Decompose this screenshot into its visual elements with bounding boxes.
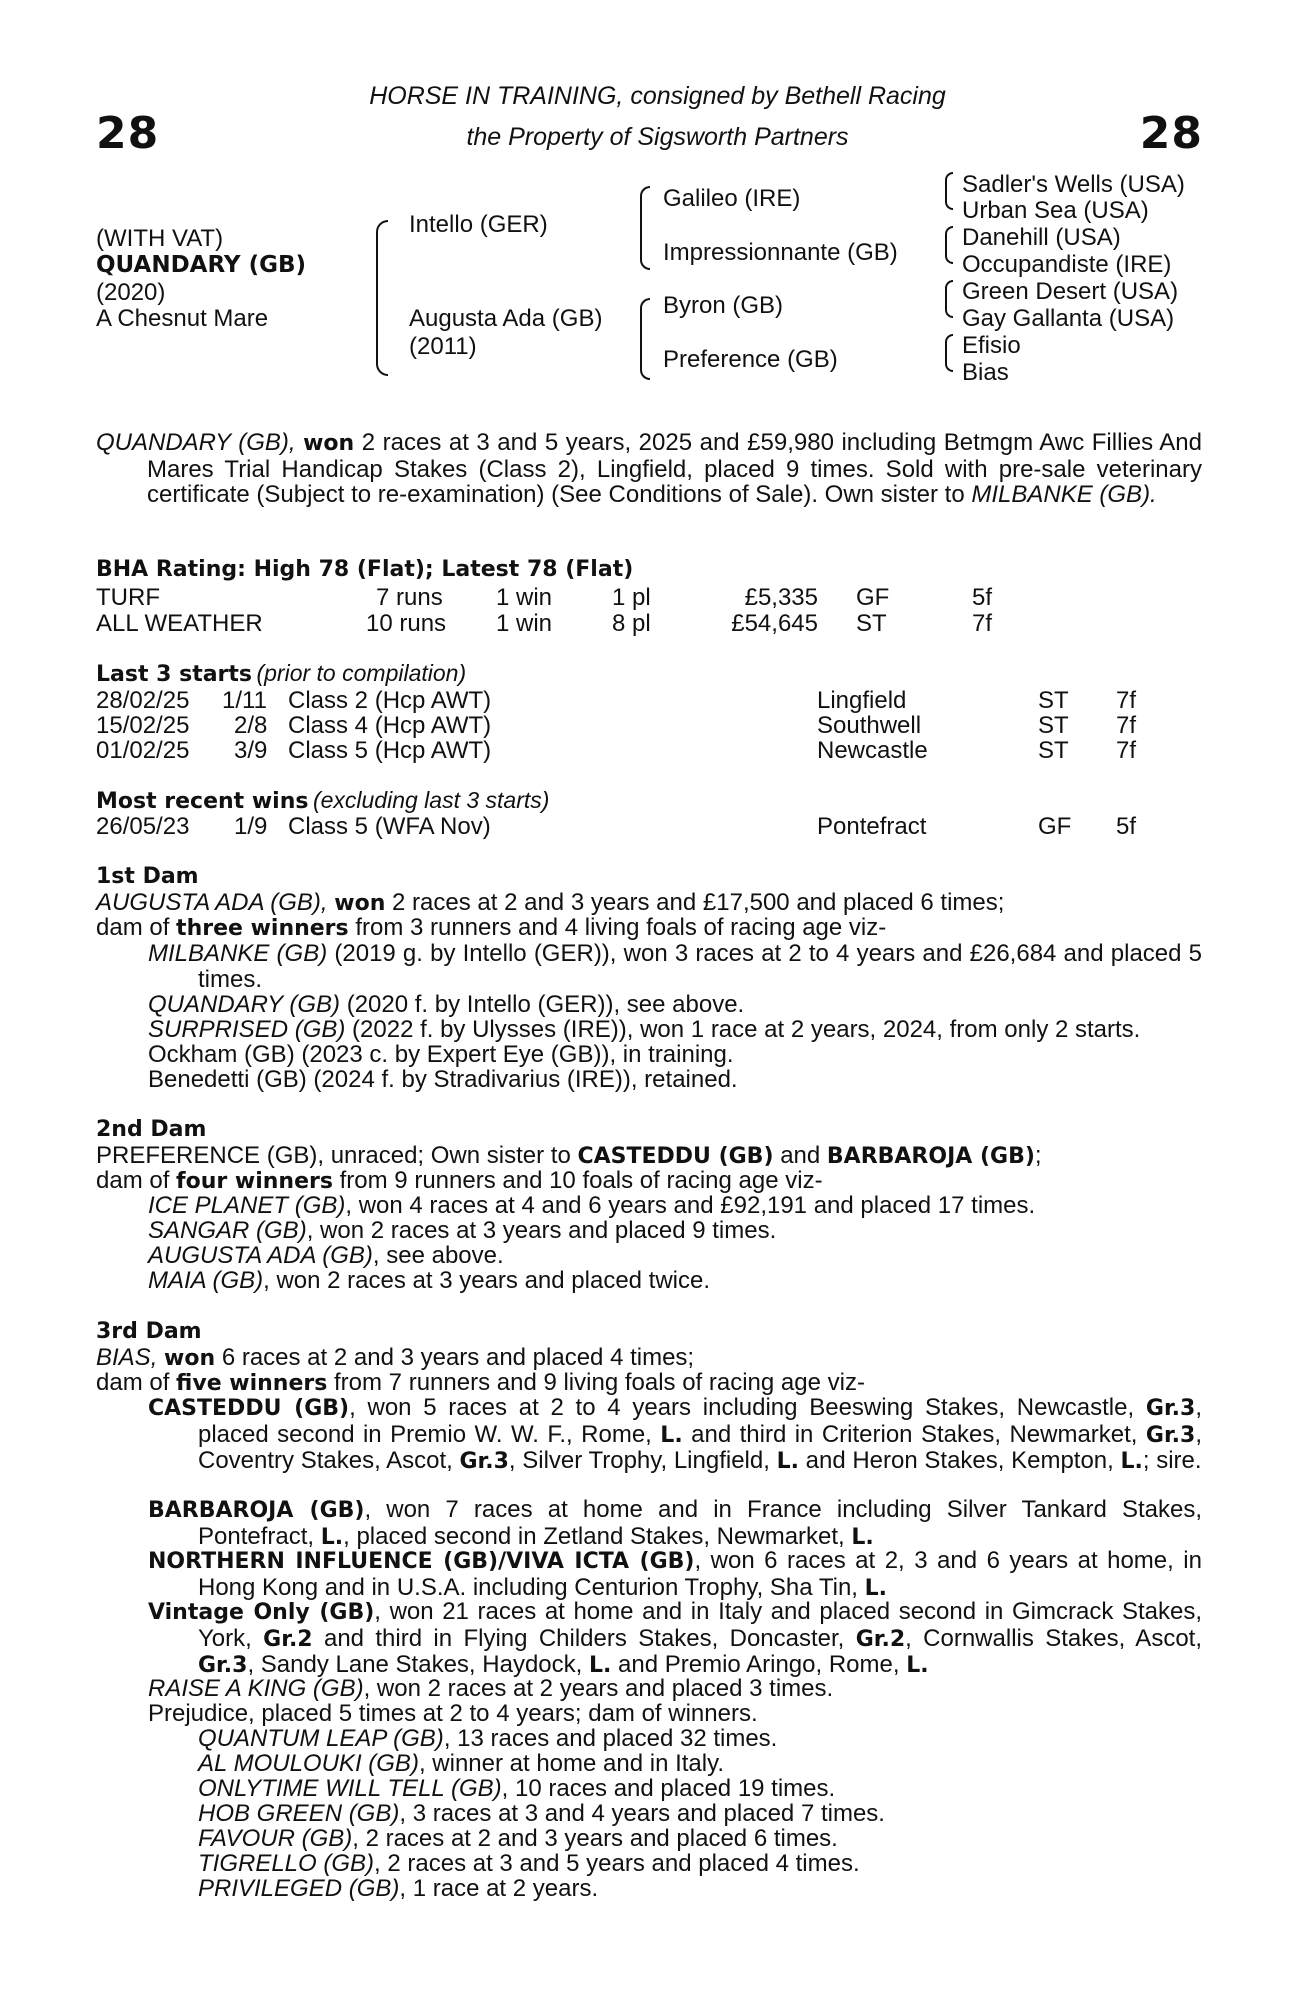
barbaroja-grade1: L. <box>320 1524 344 1550</box>
rating-aw-prize: £54,645 <box>731 610 818 637</box>
recent-wins-note: (excluding last 3 starts) <box>312 787 550 813</box>
sangar-record: , won 2 races at 3 years and placed 9 times. <box>306 1217 777 1244</box>
dam2-progeny-ice-planet <box>148 1193 1035 1219</box>
casteddu-text3: and third in Criterion Stakes, <box>691 1420 1001 1448</box>
dam3-progeny-casteddu <box>148 1395 1202 1475</box>
dam3-won: won <box>164 1346 216 1371</box>
quantum-leap-record: , 13 races and placed 32 times. <box>443 1725 778 1752</box>
pedigree-sire-sire: Galileo (IRE) <box>663 185 801 212</box>
surprised-name: SURPRISED (GB) <box>148 1016 346 1043</box>
dam3-progeny-prejudice: Prejudice, placed 5 times at 2 to 4 years; dam of winners. <box>148 1700 758 1727</box>
dam2-barbaroja: BARBAROJA (GB) <box>826 1144 1035 1169</box>
dam3-progeny-northern-influence <box>148 1548 1202 1601</box>
rating-aw-surface: ALL WEATHER <box>96 610 263 637</box>
dam2-title: 2nd Dam <box>96 1117 207 1142</box>
summary-text: 2 races at 3 and 5 years, 2025 and £59,980 including Betmgm Awc Fillies And Mares Trial Handicap Stakes (Class 2), Lingfield, placed 9 times. Sold with pre-sale veterinary certificate (Subject to re-examination) (See Conditions of Sale). Own sister to <box>147 429 1202 508</box>
pedigree-brace-sire <box>640 186 650 270</box>
raise-a-king-record: , won 2 races at 2 years and placed 3 times. <box>363 1675 834 1702</box>
header-consignor: HORSE IN TRAINING, consigned by Bethell Racing <box>369 82 946 110</box>
recent-win-going: GF <box>1038 813 1072 840</box>
vintage-only-grade2: Gr.2 <box>855 1626 906 1652</box>
recent-win-pos: 1/9 <box>234 813 268 840</box>
dam2-casteddu: CASTEDDU (GB) <box>577 1144 774 1169</box>
dam1-progeny-surprised <box>148 1017 1140 1043</box>
dam2-damof: dam of <box>96 1167 170 1194</box>
last3-row3-date: 01/02/25 <box>96 737 190 764</box>
raise-a-king-name: RAISE A KING (GB) <box>148 1675 364 1702</box>
dam3-line1 <box>96 1345 694 1372</box>
dam2-runners: from 9 runners and 10 foals of racing age viz- <box>339 1167 823 1194</box>
dam1-name: AUGUSTA ADA (GB), <box>96 889 328 916</box>
milbanke-placed: placed 5 times. <box>198 940 1202 993</box>
pedigree-g8: Bias <box>962 359 1009 386</box>
dam3-progeny-barbaroja <box>148 1497 1202 1550</box>
sangar-name: SANGAR (GB) <box>148 1217 307 1244</box>
summary-sister: MILBANKE (GB). <box>971 481 1157 508</box>
summary-won: won <box>303 431 355 456</box>
casteddu-name: CASTEDDU (GB) <box>148 1396 350 1421</box>
dam3-title: 3rd Dam <box>96 1319 202 1344</box>
last3-row2-dist: 7f <box>1116 712 1137 739</box>
casteddu-text7: and Heron <box>805 1447 918 1474</box>
tigrello-record: , 2 races at 3 and 5 years and placed 4 times. <box>374 1850 860 1877</box>
vintage-only-name: Vintage Only (GB) <box>148 1600 375 1625</box>
casteddu-grade5: L. <box>776 1449 799 1474</box>
prejudice-foal-privileged <box>198 1876 598 1902</box>
pedigree-g1: Sadler's Wells (USA) <box>962 171 1185 198</box>
last3-row3-course: Newcastle <box>817 737 928 764</box>
pedigree-g4: Occupandiste (IRE) <box>962 251 1172 278</box>
casteddu-text2: , placed second in Premio W. W. F., Rome, <box>198 1394 1202 1448</box>
pedigree-brace-main <box>376 220 388 376</box>
northern-influence-text2: home, in Hong Kong and in U.S.A. including Centurion Trophy, Sha Tin, <box>198 1547 1202 1601</box>
last3-row3-dist: 7f <box>1116 737 1137 764</box>
dam1-won: won <box>334 891 386 916</box>
al-moulouki-name: AL MOULOUKI (GB) <box>198 1750 419 1777</box>
vintage-only-grade1: Gr.2 <box>263 1626 313 1652</box>
casteddu-text4: Newmarket, <box>1009 1420 1138 1448</box>
privileged-record: , 1 race at 2 years. <box>399 1875 599 1902</box>
lot-number-right: 28 <box>1139 108 1203 159</box>
vintage-only-text5: Stakes, Ascot, <box>1045 1624 1202 1652</box>
quandary-record: (2020 f. by Intello (GER)), see above. <box>346 991 745 1018</box>
casteddu-text5: , Coventry Stakes, Ascot, <box>198 1420 1203 1474</box>
maia-record: , won 2 races at 3 years and placed twice. <box>263 1267 711 1294</box>
recent-win-date: 26/05/23 <box>96 813 190 840</box>
recent-win-course: Pontefract <box>817 813 927 840</box>
vat-note: (WITH VAT) <box>96 225 224 252</box>
last3-row3-race: Class 5 (Hcp AWT) <box>288 737 492 764</box>
milbanke-name: MILBANKE (GB) <box>148 940 328 967</box>
northern-influence-grade: L. <box>864 1575 888 1601</box>
pedigree-dam: Augusta Ada (GB) <box>409 305 603 332</box>
pedigree-brace-g1 <box>945 172 953 210</box>
horse-name: QUANDARY (GB) <box>96 252 307 278</box>
prejudice-foal-favour <box>198 1826 838 1852</box>
northern-influence-name: NORTHERN INFLUENCE (GB)/VIVA ICTA (GB) <box>148 1549 695 1574</box>
horse-year: (2020) <box>96 279 166 306</box>
augusta-ada-record: , see above. <box>372 1242 504 1269</box>
prejudice-foal-hob-green <box>198 1801 885 1827</box>
dam1-line2 <box>96 915 886 942</box>
rating-aw-placed: 8 pl <box>612 610 651 637</box>
dam2-and: and <box>780 1142 821 1169</box>
tigrello-name: TIGRELLO (GB) <box>198 1850 375 1877</box>
last3-row1-course: Lingfield <box>817 687 907 714</box>
dam2-semicolon: ; <box>1034 1142 1042 1169</box>
pedigree-brace-dam <box>640 298 650 380</box>
quandary-name: QUANDARY (GB) <box>148 991 341 1018</box>
favour-record: , 2 races at 2 and 3 years and placed 6 times. <box>352 1825 838 1852</box>
dam3-line2 <box>96 1370 865 1397</box>
casteddu-grade4: Gr.3 <box>459 1449 509 1474</box>
last3-row1-going: ST <box>1038 687 1069 714</box>
last3-row2-pos: 2/8 <box>234 712 268 739</box>
vintage-only-grade4: L. <box>588 1653 612 1678</box>
rating-title: BHA Rating: High 78 (Flat); Latest 78 (Flat) <box>96 557 634 582</box>
last3-row1-race: Class 2 (Hcp AWT) <box>288 687 492 714</box>
vintage-only-text4: , Cornwallis <box>905 1624 1034 1652</box>
summary-paragraph <box>96 430 1202 508</box>
rating-turf-runs: 7 runs <box>376 584 443 611</box>
casteddu-grade1: Gr.3 <box>1145 1396 1196 1421</box>
onlytime-will-tell-record: , 10 races and placed 19 times. <box>501 1775 836 1802</box>
pedigree-sire: Intello (GER) <box>409 211 548 238</box>
prejudice-foal-onlytime-will-tell <box>198 1776 835 1802</box>
pedigree-g2: Urban Sea (USA) <box>962 197 1149 224</box>
casteddu-text6: , Silver Trophy, Lingfield, <box>508 1447 770 1474</box>
last3-title: Last 3 starts <box>96 662 253 687</box>
pedigree-brace-g2 <box>945 226 953 264</box>
pedigree-dam-year: (2011) <box>409 333 477 360</box>
dam1-runners: from 3 runners and 4 living foals of racing age viz- <box>355 914 887 941</box>
pedigree-g6: Gay Gallanta (USA) <box>962 305 1175 332</box>
rating-turf-placed: 1 pl <box>612 584 651 611</box>
dam1-progeny-milbanke <box>148 941 1202 992</box>
prejudice-foal-tigrello <box>198 1851 860 1877</box>
dam3-winners: five winners <box>176 1371 328 1396</box>
rating-aw-dist: 7f <box>972 610 993 637</box>
last3-row1-dist: 7f <box>1116 687 1137 714</box>
vintage-only-text2: Stakes, York, <box>198 1598 1203 1652</box>
last3-row1-pos: 1/11 <box>222 687 267 714</box>
casteddu-grade6: L. <box>1120 1449 1143 1474</box>
onlytime-will-tell-name: ONLYTIME WILL TELL (GB) <box>198 1775 502 1802</box>
dam1-record: 2 races at 2 and 3 years and £17,500 and placed 6 times; <box>392 889 1005 916</box>
dam2-line1 <box>96 1143 1042 1170</box>
header-property: the Property of Sigsworth Partners <box>466 123 849 151</box>
casteddu-grade3: Gr.3 <box>1145 1422 1196 1448</box>
recent-wins-title: Most recent wins <box>96 789 309 814</box>
dam3-name: BIAS, <box>96 1344 158 1371</box>
last3-row2-race: Class 4 (Hcp AWT) <box>288 712 492 739</box>
al-moulouki-record: , winner at home and in Italy. <box>418 1750 724 1777</box>
pedigree-sire-dam: Impressionnante (GB) <box>663 239 898 266</box>
dam2-intro: PREFERENCE (GB), unraced; Own sister to <box>96 1142 571 1169</box>
dam2-winners: four winners <box>176 1169 333 1194</box>
pedigree-g3: Danehill (USA) <box>962 224 1121 251</box>
rating-turf-prize: £5,335 <box>744 584 818 611</box>
last3-row2-going: ST <box>1038 712 1069 739</box>
last3-row2-course: Southwell <box>817 712 922 739</box>
favour-name: FAVOUR (GB) <box>198 1825 353 1852</box>
dam2-progeny-maia <box>148 1268 710 1294</box>
pedigree-g7: Efisio <box>962 332 1021 359</box>
milbanke-record: (2019 g. by Intello (GER)), won 3 races at 2 to 4 years and £26,684 and <box>334 940 1104 967</box>
pedigree-dam-sire: Byron (GB) <box>663 292 784 319</box>
rating-aw-going: ST <box>856 610 887 637</box>
dam2-line2 <box>96 1168 823 1195</box>
last3-note: (prior to compilation) <box>256 660 467 686</box>
augusta-ada-name: AUGUSTA ADA (GB) <box>148 1242 373 1269</box>
casteddu-text1: , won 5 races at 2 to 4 years including Beeswing Stakes, Newcastle, <box>349 1394 1135 1421</box>
hob-green-record: , 3 races at 3 and 4 years and placed 7 times. <box>399 1800 885 1827</box>
barbaroja-name: BARBAROJA (GB) <box>148 1498 365 1523</box>
surprised-record: (2022 f. by Ulysses (IRE)), won 1 race at 2 years, 2024, from only 2 starts. <box>352 1016 1141 1043</box>
dam3-runners: from 7 runners and 9 living foals of racing age viz- <box>334 1369 865 1396</box>
maia-name: MAIA (GB) <box>148 1267 264 1294</box>
vintage-only-text7: and Premio Aringo, Rome, <box>618 1651 900 1678</box>
rating-turf-dist: 5f <box>972 584 993 611</box>
dam1-progeny-ockham: Ockham (GB) (2023 c. by Expert Eye (GB)), in training. <box>148 1041 734 1068</box>
horse-description: A Chesnut Mare <box>96 305 269 332</box>
lot-number-left: 28 <box>96 108 160 159</box>
ice-planet-record: , won 4 races at 4 and 6 years and £92,191 and placed 17 times. <box>345 1192 1036 1219</box>
dam1-line1 <box>96 890 1004 917</box>
rating-aw-runs: 10 runs <box>366 610 447 637</box>
barbaroja-text1: , won 7 races at home and in France including Silver Tankard Stakes, <box>364 1496 1202 1523</box>
rating-turf-wins: 1 win <box>496 584 553 611</box>
dam2-progeny-augusta-ada <box>148 1243 504 1269</box>
dam1-title: 1st Dam <box>96 864 199 889</box>
northern-influence-text1: , won 6 races at 2, 3 and 6 years at <box>694 1547 1098 1574</box>
casteddu-grade2: L. <box>660 1422 683 1448</box>
last3-row1-date: 28/02/25 <box>96 687 190 714</box>
privileged-name: PRIVILEGED (GB) <box>198 1875 400 1902</box>
dam1-winners: three winners <box>176 916 349 941</box>
dam3-record: 6 races at 2 and 3 years and placed 4 times; <box>221 1344 695 1371</box>
vintage-only-grade5: L. <box>906 1653 929 1678</box>
dam3-damof: dam of <box>96 1369 170 1396</box>
barbaroja-text2: Pontefract, <box>198 1522 315 1550</box>
barbaroja-grade2: L. <box>851 1524 874 1550</box>
rating-aw-wins: 1 win <box>496 610 553 637</box>
ice-planet-name: ICE PLANET (GB) <box>148 1192 346 1219</box>
pedigree-dam-dam: Preference (GB) <box>663 346 838 373</box>
prejudice-foal-al-moulouki <box>198 1751 724 1777</box>
vintage-only-text3: and third in Flying Childers Stakes, Doncaster, <box>323 1624 845 1652</box>
hob-green-name: HOB GREEN (GB) <box>198 1800 400 1827</box>
last3-row3-going: ST <box>1038 737 1069 764</box>
dam3-progeny-raise-a-king <box>148 1676 833 1702</box>
last3-heading <box>96 660 466 687</box>
vintage-only-text1: , won 21 races at home and in Italy and placed second in Gimcrack <box>374 1598 1114 1625</box>
rating-turf-surface: TURF <box>96 584 160 611</box>
pedigree-brace-g3 <box>945 280 953 318</box>
dam1-damof: dam of <box>96 914 170 941</box>
dam3-progeny-vintage-only <box>148 1599 1202 1679</box>
recent-win-race: Class 5 (WFA Nov) <box>288 813 491 840</box>
recent-wins-heading <box>96 787 549 814</box>
casteddu-text9: ; sire. <box>1142 1447 1202 1474</box>
dam1-progeny-benedetti: Benedetti (GB) (2024 f. by Stradivarius (IRE)), retained. <box>148 1066 738 1093</box>
vintage-only-grade3: Gr.3 <box>198 1653 248 1678</box>
pedigree-g5: Green Desert (USA) <box>962 278 1179 305</box>
rating-turf-going: GF <box>856 584 890 611</box>
summary-horse-name: QUANDARY (GB), <box>96 429 296 456</box>
barbaroja-text3: , placed second in Zetland Stakes, Newmarket, <box>343 1522 845 1550</box>
last3-row3-pos: 3/9 <box>234 737 268 764</box>
pedigree-brace-g4 <box>945 334 953 372</box>
last3-row2-date: 15/02/25 <box>96 712 190 739</box>
quantum-leap-name: QUANTUM LEAP (GB) <box>198 1725 444 1752</box>
dam1-progeny-quandary <box>148 992 744 1018</box>
casteddu-text8: Stakes, Kempton, <box>924 1447 1114 1474</box>
dam2-progeny-sangar <box>148 1218 776 1244</box>
recent-win-dist: 5f <box>1116 813 1137 840</box>
prejudice-foal-quantum-leap <box>198 1726 777 1752</box>
vintage-only-text6: , Sandy Lane Stakes, Haydock, <box>247 1651 583 1678</box>
